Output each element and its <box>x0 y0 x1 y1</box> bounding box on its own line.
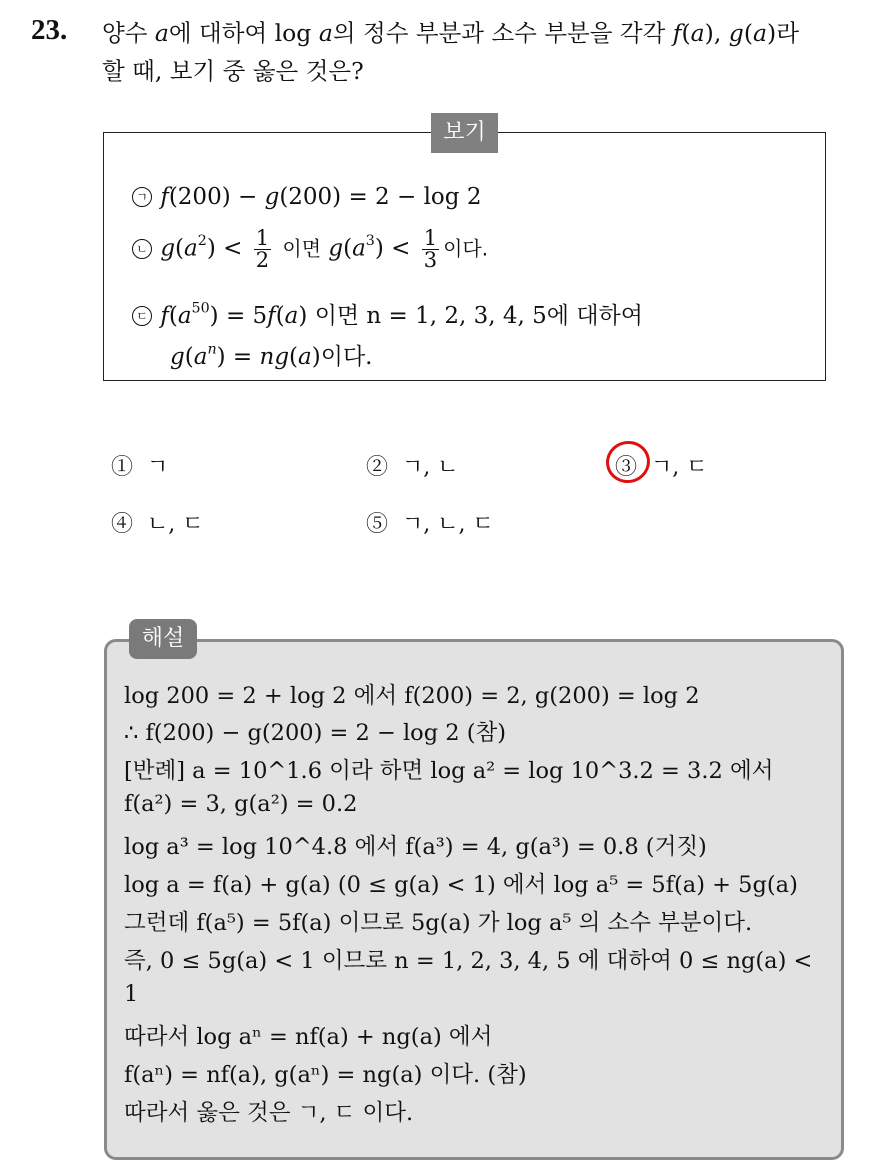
fraction: $\frac{1}{2}$ <box>255 226 270 272</box>
solution-line-7: 그런데 f(a⁵) = 5f(a) 이므로 5g(a) 가 log a⁵ 의 소수 부분이다. <box>124 910 753 936</box>
question-text: 양수 a에 대하여 log a의 정수 부분과 소수 부분을 각각 f(a), g(a)라 할 때, 보기 중 옳은 것은? <box>102 19 799 85</box>
solution-line-11: f(aⁿ) = nf(a), g(aⁿ) = ng(a) 이다. (참) <box>124 1062 527 1088</box>
bogi-item-1: ㄱ f(200) − g(200) = 2 − log 2 <box>131 184 481 210</box>
bogi-item-3-line2: $g(a^n) = ng(a)$이다. <box>170 341 373 370</box>
bogi-item-3: ㄷ $f(a^{50}) = 5f(a)$ 이면 n = 1, 2, 3, 4, 5에 대하여 <box>131 297 643 330</box>
choice-3[interactable]: ③ ㄱ, ㄷ <box>615 455 708 480</box>
bogi-marker: ㄷ <box>132 306 152 326</box>
choice-4[interactable]: ④ ㄴ, ㄷ <box>111 512 204 537</box>
solution-line-2: ∴ f(200) − g(200) = 2 − log 2 (참) <box>124 720 507 746</box>
bogi-marker: ㄴ <box>132 239 152 259</box>
solution-title: 해설 <box>129 619 197 659</box>
bogi-item-2: ㄴ $g(a^2)$ < $\frac{1}{2}$ 이면 $g(a^3)$ < $\frac{1}{3}$ 이다. <box>131 228 488 271</box>
solution-line-4: f(a²) = 3, g(a²) = 0.2 <box>124 791 358 817</box>
choice-5[interactable]: ⑤ ㄱ, ㄴ, ㄷ <box>366 512 494 537</box>
choice-1[interactable]: ① ㄱ <box>111 455 169 480</box>
solution-line-9: 1 <box>124 981 139 1007</box>
solution-line-8: 즉, 0 ≤ 5g(a) < 1 이므로 n = 1, 2, 3, 4, 5 에 대하여 0 ≤ ng(a) < <box>124 948 813 974</box>
bogi-title: 보기 <box>431 113 498 153</box>
solution-line-3: [반례] a = 10^1.6 이라 하면 log a² = log 10^3.2 = 3.2 에서 <box>124 758 774 784</box>
solution-line-5: log a³ = log 10^4.8 에서 f(a³) = 4, g(a³) = 0.8 (거짓) <box>124 834 707 860</box>
choice-2[interactable]: ② ㄱ, ㄴ <box>366 455 459 480</box>
fraction: $\frac{1}{3}$ <box>423 226 438 272</box>
bogi-marker: ㄱ <box>132 187 152 207</box>
solution-line-12: 따라서 옳은 것은 ㄱ, ㄷ 이다. <box>124 1100 414 1126</box>
question-number: 23. <box>31 14 68 46</box>
solution-line-1: log 200 = 2 + log 2 에서 f(200) = 2, g(200) = log 2 <box>124 683 700 709</box>
solution-line-10: 따라서 log aⁿ = nf(a) + ng(a) 에서 <box>124 1024 493 1050</box>
solution-line-6: log a = f(a) + g(a) (0 ≤ g(a) < 1) 에서 log a⁵ = 5f(a) + 5g(a) <box>124 872 798 898</box>
